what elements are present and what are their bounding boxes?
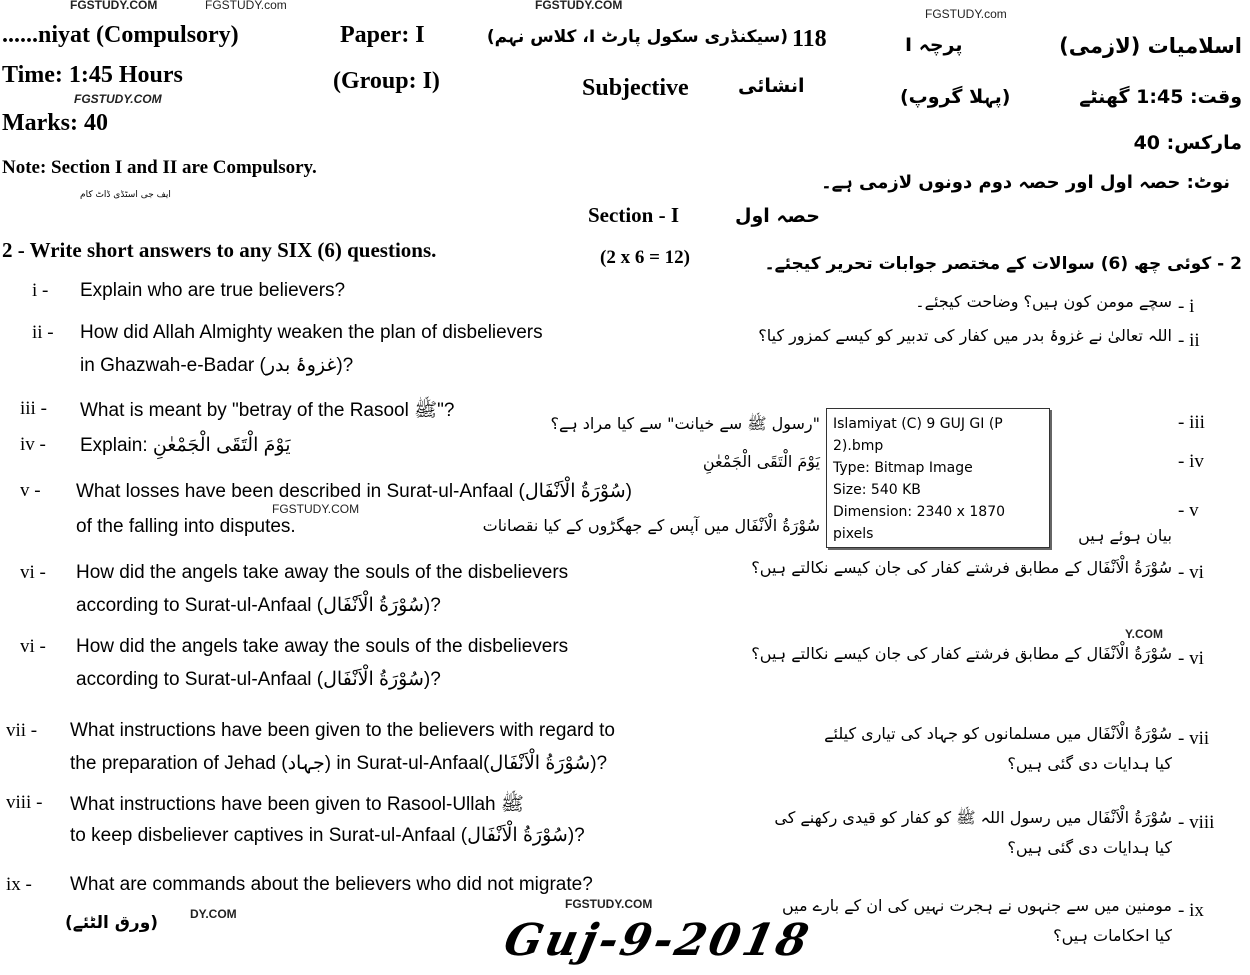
item-number-urdu: - vi	[1178, 648, 1204, 669]
note: Note: Section I and II are Compulsory.	[2, 157, 317, 178]
question-text: What losses have been described in Surat-ul-Anfaal (سُوْرَةُ الْاَنْفَال)	[76, 481, 632, 502]
item-number: vi -	[20, 636, 46, 657]
watermark: FGSTUDY.COM	[565, 897, 653, 911]
question-text-urdu: کیا ہدایات دی گئی ہیں؟	[1007, 838, 1172, 857]
question-text: What instructions have been given to the believers with regard to	[70, 720, 615, 741]
question-text: according to Surat-ul-Anfaal (سُوْرَةُ الْاَنْفَال)?	[76, 595, 441, 616]
watermark: Y.COM	[1125, 627, 1164, 641]
marks-urdu: مارکس: 40	[1133, 132, 1242, 154]
watermark: FGSTUDY.COM	[535, 0, 623, 12]
question-text-urdu: سُوْرَةُ الْاَنْفَال میں مسلمانوں کو جہاد کی تیاری کیلئے	[824, 724, 1172, 743]
type-urdu: انشائی	[738, 75, 805, 97]
item-number-urdu: - i	[1178, 296, 1195, 317]
paper-code: 118	[792, 26, 827, 52]
subject-urdu: اسلامیات (لازمی)	[1059, 34, 1242, 58]
item-number-urdu: - v	[1178, 500, 1199, 521]
watermark: DY.COM	[190, 907, 237, 921]
question-text-urdu: سُوْرَةُ الْاَنْفَال میں رسول اللہ ﷺ کو کفار کو قیدی رکھنے کی	[774, 808, 1172, 827]
item-number-urdu: - ix	[1178, 900, 1204, 921]
item-number: v -	[20, 480, 41, 501]
question-heading: 2 - Write short answers to any SIX (6) questions.	[2, 238, 437, 262]
question-text: the preparation of Jehad (جہاد) in Surat-ul-Anfaal(سُوْرَةُ الْاَنْفَال)?	[70, 753, 608, 774]
class-urdu: (سیکنڈری سکول پارٹ I، کلاس نہم)	[486, 27, 788, 47]
item-number: i -	[32, 280, 49, 301]
question-text: What are commands about the believers who did not migrate?	[70, 874, 593, 895]
marks-label: Marks: 40	[2, 110, 108, 136]
question-text: How did the angels take away the souls of the disbelievers	[76, 636, 569, 657]
turn-over-note: (ورق الٹئے)	[65, 913, 159, 933]
question-text: to keep disbeliever captives in Surat-ul-Anfaal (سُوْرَةُ الْاَنْفَال)?	[70, 825, 585, 846]
question-text-urdu: بیان ہوئے ہیں	[1078, 526, 1172, 545]
item-number: ix -	[6, 874, 32, 895]
question-text: What is meant by "betray of the Rasool ﷺ"?	[80, 400, 455, 421]
question-text: according to Surat-ul-Anfaal (سُوْرَةُ الْاَنْفَال)?	[76, 669, 441, 690]
question-text-urdu: "رسول ﷺ سے خیانت" سے کیا مراد ہے؟	[550, 414, 820, 433]
item-number-urdu: - ii	[1178, 330, 1200, 351]
item-number: vii -	[6, 720, 38, 741]
question-text-urdu: سُوْرَةُ الْاَنْفَال میں آپس کے جھگڑوں کے کیا نقصانات	[482, 516, 820, 535]
note-urdu: نوٹ: حصہ اول اور حصہ دوم دونوں لازمی ہے۔	[821, 172, 1230, 193]
watermark: FGSTUDY.COM	[272, 502, 360, 516]
item-number: ii -	[32, 322, 54, 343]
handwritten-date: Guj-9-2018	[499, 915, 816, 966]
time-urdu: وقت: 1:45 گھنٹے	[1079, 86, 1242, 108]
question-text-urdu: اللہ تعالیٰ نے غزوۂ بدر میں کفار کی تدبیر کو کیسے کمزور کیا؟	[758, 326, 1172, 345]
question-text: of the falling into disputes.	[76, 516, 296, 537]
item-number: iii -	[20, 398, 47, 419]
question-text-urdu: سُوْرَةُ الْاَنْفَال کے مطابق فرشتے کفار کی جان کیسے نکالتے ہیں؟	[751, 558, 1172, 577]
type-label: Subjective	[582, 75, 689, 101]
item-number-urdu: - iii	[1178, 412, 1205, 433]
tooltip-filename-cont: 2).bmp	[833, 438, 884, 454]
urdu-watermark: ایف جی اسٹڈی ڈاٹ کام	[80, 190, 171, 200]
group-label: (Group: I)	[333, 68, 440, 94]
question-text-urdu: سچے مومن کون ہیں؟ وضاحت کیجئے۔	[915, 292, 1172, 311]
watermark: FGSTUDY.COM	[70, 0, 158, 12]
item-number-urdu: - vi	[1178, 562, 1204, 583]
section-title: Section - I	[588, 203, 679, 227]
question-text-urdu: يَوْمَ الْتَقَى الْجَمْعٰنِ	[702, 452, 820, 471]
section-urdu: حصہ اول	[735, 205, 820, 227]
paper-urdu: پرچہ I	[905, 34, 963, 56]
question-text: How did the angels take away the souls of the disbelievers	[76, 562, 569, 583]
tooltip-size: Size: 540 KB	[833, 482, 921, 498]
question-text: What instructions have been given to Rasool-Ullah ﷺ	[70, 794, 524, 815]
item-number-urdu: - vii	[1178, 728, 1210, 749]
question-text: Explain: يَوْمَ الْتَقَى الْجَمْعٰنِ	[80, 435, 291, 456]
question-text-urdu: سُوْرَةُ الْاَنْفَال کے مطابق فرشتے کفار کی جان کیسے نکالتے ہیں؟	[751, 644, 1172, 663]
tooltip-dimension: Dimension: 2340 x 1870	[833, 504, 1006, 520]
item-number: iv -	[20, 434, 46, 455]
watermark: FGSTUDY.com	[205, 0, 287, 12]
item-number: viii -	[6, 792, 43, 813]
watermark: FGSTUDY.com	[925, 7, 1007, 21]
question-text: How did Allah Almighty weaken the plan of disbelievers	[80, 322, 543, 343]
time-label: Time: 1:45 Hours	[2, 62, 183, 88]
question-heading-urdu: 2 - کوئی چھ (6) سوالات کے مختصر جوابات تحریر کیجئے۔	[764, 254, 1242, 274]
tooltip-filename: Islamiyat (C) 9 GUJ GI (P	[833, 416, 1003, 432]
question-text: in Ghazwah-e-Badar (غزوۂ بدر)?	[80, 355, 354, 376]
watermark: FGSTUDY.COM	[74, 92, 162, 106]
tooltip-dimension-unit: pixels	[833, 526, 874, 542]
question-text-urdu: کیا احکامات ہیں؟	[1053, 926, 1172, 945]
file-info-tooltip	[826, 408, 1050, 548]
question-marks: (2 x 6 = 12)	[600, 247, 690, 268]
question-text-urdu: مومنین میں سے جنہوں نے ہجرت نہیں کی ان کے بارے میں	[781, 896, 1172, 915]
paper-label: Paper: I	[340, 22, 425, 48]
item-number-urdu: - viii	[1178, 812, 1215, 833]
tooltip-type: Type: Bitmap Image	[833, 460, 973, 476]
subject-title: ......niyat (Compulsory)	[2, 22, 239, 48]
item-number: vi -	[20, 562, 46, 583]
question-text: Explain who are true believers?	[80, 280, 346, 301]
item-number-urdu: - iv	[1178, 451, 1204, 472]
group-urdu: (پہلا گروپ)	[900, 86, 1011, 108]
question-text-urdu: کیا ہدایات دی گئی ہیں؟	[1007, 754, 1172, 773]
